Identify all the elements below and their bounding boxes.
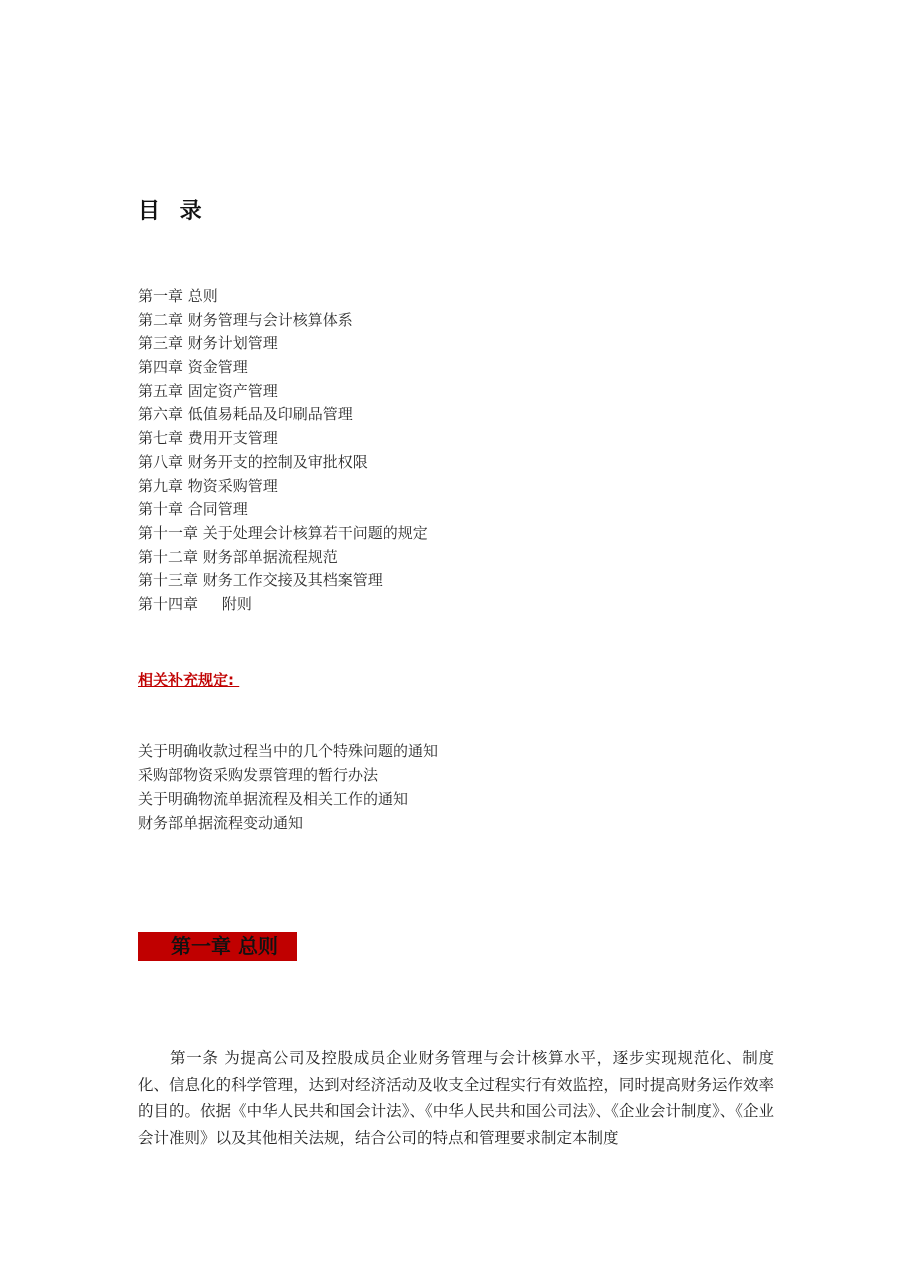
supplement-item[interactable]: 关于明确物流单据流程及相关工作的通知 (138, 790, 409, 808)
toc-title: 目 录 (138, 199, 208, 224)
toc-item[interactable]: 第一章 总则 (138, 287, 218, 305)
toc-item[interactable]: 第十章 合同管理 (138, 500, 248, 519)
toc-item[interactable]: 第七章 费用开支管理 (138, 429, 278, 448)
supplement-item[interactable]: 关于明确收款过程当中的几个特殊问题的通知 (138, 742, 439, 760)
article-paragraph: 第一条 为提高公司及控股成员企业财务管理与会计核算水平，逐步实现规范化、制度化、信息化的科学管理，达到对经济活动及收支全过程实行有效监控，同时提高财务运作效率的目的。依据《中华人民共和国会计法》、《中华人民共和国公司法》、《企业会计制度》、《企业会计准则》以及其他相关法规，结合公司的特点和管理要求制定本制度 (138, 1049, 774, 1147)
toc-item[interactable]: 第九章 物资采购管理 (138, 476, 278, 495)
toc-item[interactable]: 第八章 财务开支的控制及审批权限 (138, 452, 368, 471)
toc-item[interactable]: 第三章 财务计划管理 (138, 334, 278, 353)
chapter-heading: 第一章 总则 (138, 932, 297, 961)
toc-item[interactable]: 第十一章 关于处理会计核算若干问题的规定 (138, 523, 428, 542)
supplement-item[interactable]: 采购部物资采购发票管理的暂行办法 (138, 766, 379, 784)
toc-item[interactable]: 第十三章 财务工作交接及其档案管理 (138, 571, 383, 590)
toc-item[interactable]: 第五章 固定资产管理 (138, 381, 278, 400)
toc-list (138, 285, 428, 617)
supplement-item[interactable]: 财务部单据流程变动通知 (138, 814, 304, 832)
supplement-list (138, 739, 438, 835)
toc-item[interactable]: 第六章 低值易耗品及印刷品管理 (138, 405, 353, 424)
toc-item[interactable]: 第四章 资金管理 (138, 358, 248, 377)
toc-item[interactable]: 第十四章 附则 (138, 594, 252, 613)
toc-item[interactable]: 第二章 财务管理与会计核算体系 (138, 310, 353, 329)
toc-item[interactable]: 第十二章 财务部单据流程规范 (138, 547, 338, 566)
supplement-heading[interactable]: 相关补充规定: (138, 671, 240, 689)
